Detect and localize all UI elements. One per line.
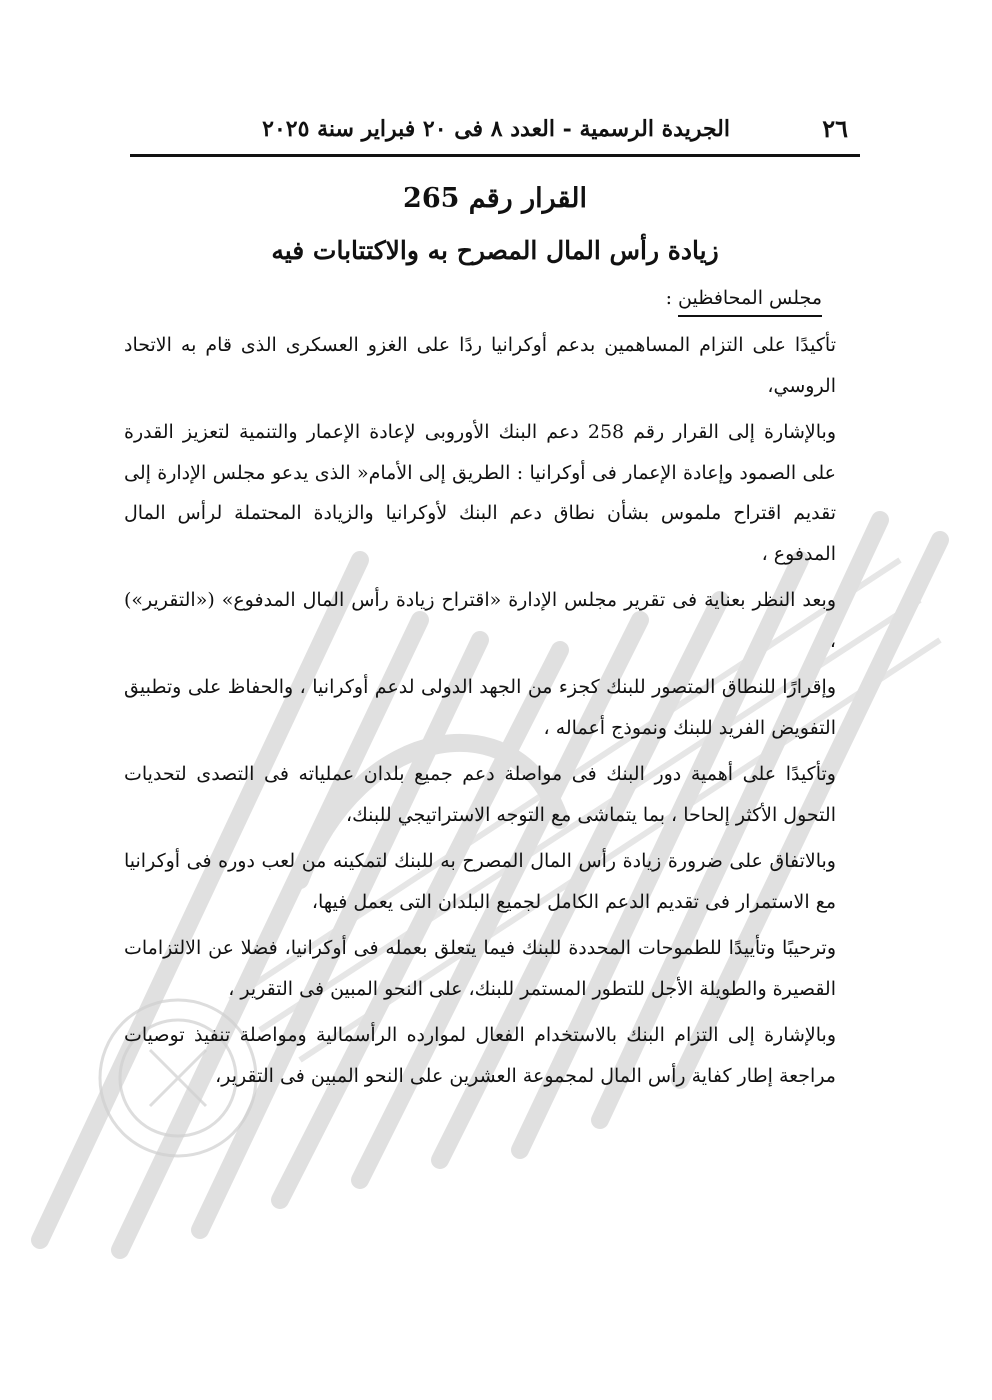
document-body bbox=[124, 325, 836, 1102]
paragraph-3: وبعد النظر بعناية فى تقرير مجلس الإدارة «اقتراح زيادة رأس المال المدفوع» («التقرير») ، bbox=[124, 589, 836, 652]
page-header bbox=[130, 110, 860, 157]
paragraph-5: وتأكيدًا على أهمية دور البنك فى مواصلة دعم جميع بلدان عملياته فى التصدى لتحديات التحول الأكثر إلحاحا ، بما يتماشى مع التوجه الاستراتيجي للبنك، bbox=[124, 763, 836, 826]
paragraph-6: وبالاتفاق على ضرورة زيادة رأس المال المصرح به للبنك لتمكينه من لعب دوره فى أوكرانيا مع الاستمرار فى تقديم الدعم الكامل لجميع البلدان التى يعمل فيها، bbox=[124, 850, 836, 913]
paragraph-8: وبالإشارة إلى التزام البنك بالاستخدام الفعال لموارده الرأسمالية ومواصلة تنفيذ توصيات مراجعة إطار كفاية رأس المال لمجموعة العشرين على النحو المبين فى التقرير، bbox=[124, 1024, 836, 1087]
paragraph-4: وإقرارًا للنطاق المتصور للبنك كجزء من الجهد الدولى لدعم أوكرانيا ، والحفاظ على وتطبيق التفويض الفريد للبنك ونموذج أعماله ، bbox=[124, 676, 836, 739]
council-suffix: : bbox=[665, 287, 679, 309]
council-heading bbox=[666, 287, 822, 317]
paragraph-7: وترحيبًا وتأييدًا للطموحات المحددة للبنك فيما يتعلق بعمله فى أوكرانيا، فضلا عن الالتزامات القصيرة والطويلة الأجل للتطور المستمر للبنك، على النحو المبين فى التقرير ، bbox=[124, 937, 836, 1000]
council-label: مجلس المحافظين bbox=[678, 287, 822, 317]
paragraph-2: وبالإشارة إلى القرار رقم 258 دعم البنك الأوروبى لإعادة الإعمار والتنمية لتعزيز القدرة على الصمود وإعادة الإعمار فى أوكرانيا : الطريق إلى الأمام« الذى يدعو مجلس الإدارة إلى تقديم اقتراح ملموس بشأن نطاق دعم البنك لأوكرانيا والزيادة المحتملة لرأس المال المدفوع ، bbox=[124, 421, 836, 565]
page-number: ٢٦ bbox=[822, 114, 848, 143]
decision-number: القرار رقم 265 bbox=[403, 183, 587, 214]
paragraph-1: تأكيدًا على التزام المساهمين بدعم أوكرانيا ردًا على الغزو العسكرى الذى قام به الاتحاد الروسي، bbox=[124, 334, 836, 397]
decision-title: زيادة رأس المال المصرح به والاكتتابات فيه bbox=[271, 236, 719, 265]
gazette-header-title: الجريدة الرسمية - العدد ٨ فى ٢٠ فبراير سنة ٢٠٢٥ bbox=[262, 116, 730, 142]
